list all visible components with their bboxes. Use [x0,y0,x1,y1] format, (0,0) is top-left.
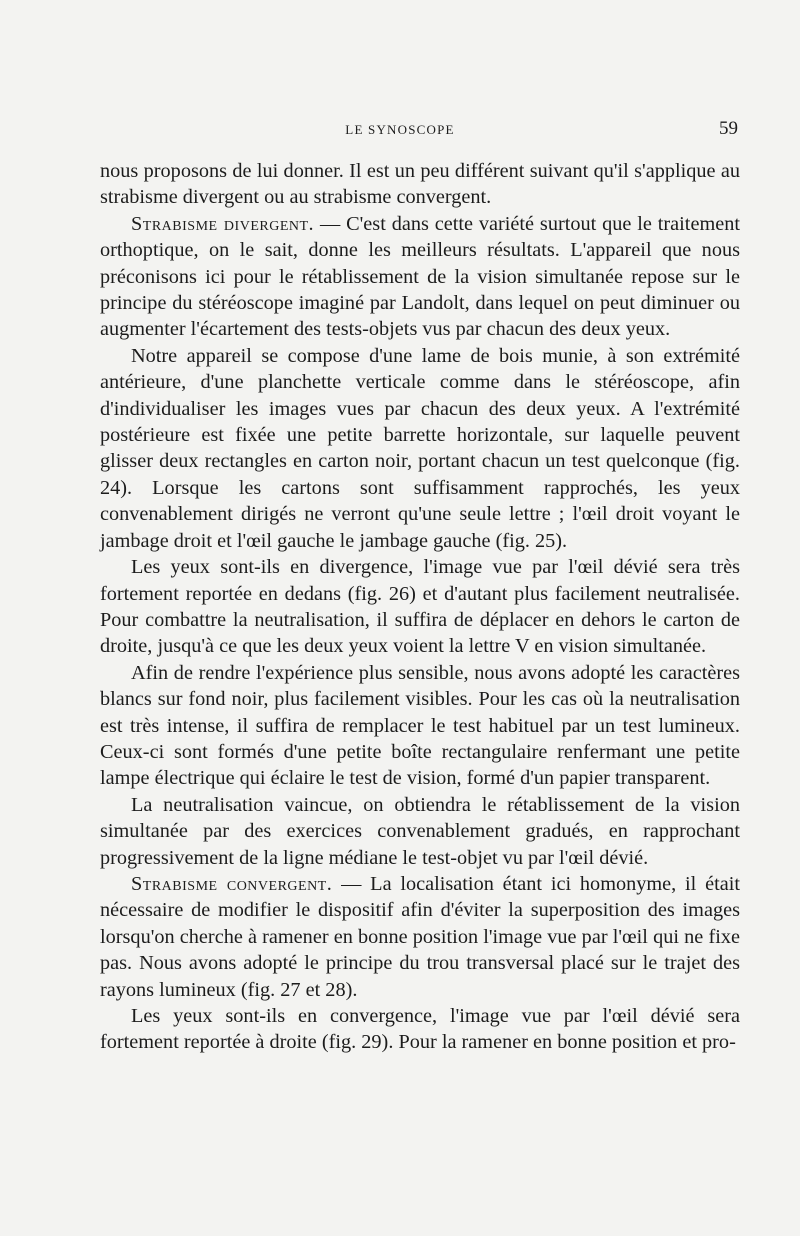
paragraph-appareil [100,343,740,554]
paragraph-text: La neutralisation vaincue, on obtiendra le rétablissement de la vision simultanée par des exercices convenablement gradués, en rapprochant progressivement de la ligne médiane le test-objet vu par l'œil dévié. [100,793,740,869]
paragraph-text: — La localisation étant ici homonyme, il était nécessaire de modifier le dispositif afin d'éviter la superposition des images lorsqu'on cherche à ramener en bonne position l'image vue par l'œil qui ne fixe pas. Nous avons adopté le principe du trou transversal placé sur le trajet des rayons lumineux (fig. 27 et 28). [100,872,740,1001]
paragraph-text: Afin de rendre l'expérience plus sensible, nous avons adopté les caractères blancs sur fond noir, plus facilement visibles. Pour les cas où la neutralisation est très intense, il suffira de remplacer le test habituel par un test lumineux. Ceux-ci sont formés d'une petite boîte rectangulaire renfermant une petite lampe électrique qui éclaire le test de vision, formé d'un papier transparent. [100,661,740,790]
paragraph-divergence [100,554,740,660]
section-heading-convergent: Strabisme convergent. [131,872,333,895]
paragraph-intro [100,158,740,211]
paragraph-experience [100,660,740,792]
paragraph-text: nous proposons de lui donner. Il est un peu différent suivant qu'il s'applique au strabisme divergent ou au strabisme convergent. [100,160,740,209]
body-text [100,158,740,1056]
paragraph-neutralisation [100,792,740,871]
paragraph-strabisme-convergent [100,871,740,1003]
section-heading-divergent: Strabisme divergent. [131,212,315,235]
page-number: 59 [719,118,738,139]
running-head: LE SYNOSCOPE [345,122,455,137]
paragraph-text: Notre appareil se compose d'une lame de bois munie, à son extrémité antérieure, d'une planchette verticale comme dans le stéréoscope, afin d'individualiser les images vues par chacun des deux yeux. A l'extrémité postérieure est fixée une petite barrette horizontale, sur laquelle peuvent glisser deux rectangles en carton noir, portant chacun un test quelconque (fig. 24). Lorsque les cartons sont suffisamment rapprochés, les yeux convenablement dirigés ne verront qu'une seule lettre ; l'œil droit voyant le jambage droit et l'œil gauche le jambage gauche (fig. 25). [100,344,740,552]
paragraph-strabisme-divergent [100,211,740,343]
page-header [0,118,800,142]
paragraph-convergence [100,1003,740,1056]
paragraph-text: — C'est dans cette variété surtout que le traitement orthoptique, on le sait, donne les meilleurs résultats. L'appareil que nous préconisons ici pour le rétablissement de la vision simultanée repose sur le principe du stéréoscope imaginé par Landolt, dans lequel on peut diminuer ou augmenter l'écartement des tests-objets vus par chacun des deux yeux. [100,212,740,341]
paragraph-text: Les yeux sont-ils en divergence, l'image vue par l'œil dévié sera très fortement reportée en dedans (fig. 26) et d'autant plus facilement neutralisée. Pour combattre la neutralisation, il suffira de déplacer en dehors le carton de droite, jusqu'à ce que les deux yeux voient la lettre V en vision simultanée. [100,556,740,658]
paragraph-text: Les yeux sont-ils en convergence, l'image vue par l'œil dévié sera fortement reportée à droite (fig. 29). Pour la ramener en bonne position et pro- [100,1005,740,1054]
